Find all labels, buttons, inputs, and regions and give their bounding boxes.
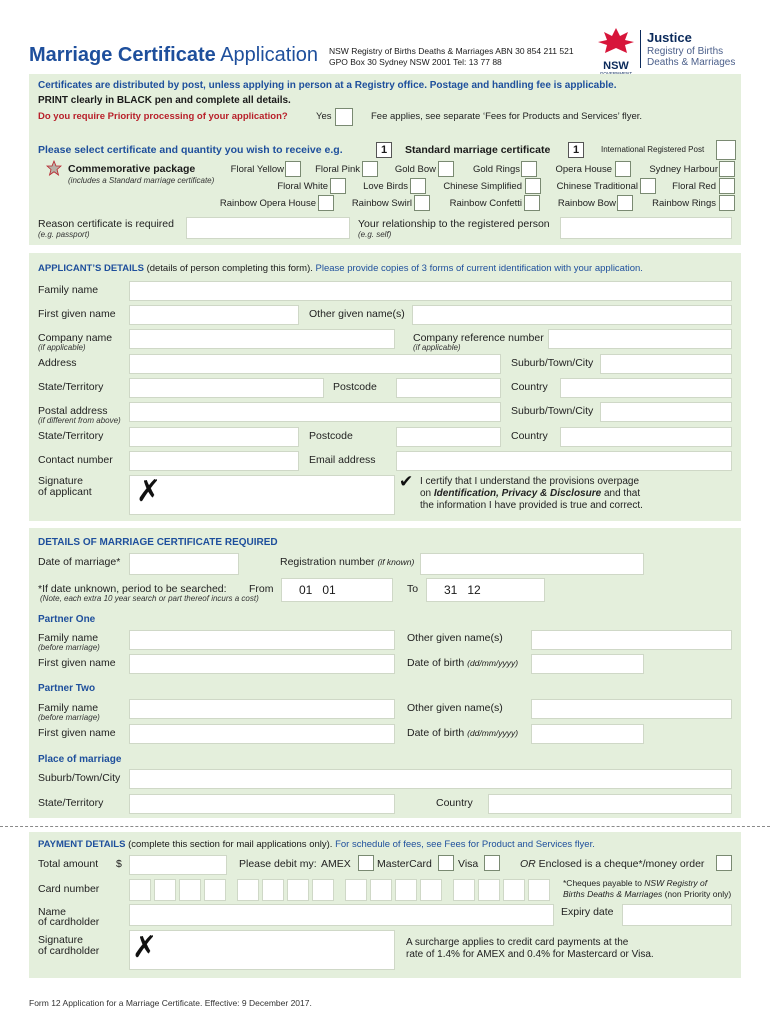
partner-one-family-input[interactable] xyxy=(129,630,395,650)
surcharge-line2: rate of 1.4% for AMEX and 0.4% for Mastercard or Visa. xyxy=(406,949,654,960)
card-digit-box[interactable] xyxy=(370,879,392,901)
state-input[interactable] xyxy=(129,378,324,398)
certify-line2-em: Identification, Privacy & Disclosure xyxy=(433,488,602,499)
search-from-value: 01 01 xyxy=(299,583,336,597)
applicant-signature-label: Signature xyxy=(38,475,83,487)
place-suburb-label: Suburb/Town/City xyxy=(38,772,121,784)
intro-line1: Certificates are distributed by post, unless applying in person at a Registry office. Postage and handling fee is applicable. xyxy=(38,80,617,91)
search-to-value: 31 12 xyxy=(444,583,481,597)
card-number-label: Card number xyxy=(38,883,100,895)
visa-checkbox[interactable] xyxy=(484,855,500,871)
partner-two-dob-sub: (dd/mm/yyyy) xyxy=(467,728,519,738)
priority-yes-checkbox[interactable] xyxy=(335,108,353,126)
reason-label: Reason certificate is required xyxy=(38,218,174,230)
amex-label: AMEX xyxy=(321,858,351,870)
package-label: Opera House xyxy=(555,164,612,175)
cut-line xyxy=(0,826,770,827)
card-digit-box[interactable] xyxy=(204,879,226,901)
priority-question: Do you require Priority processing of your application? xyxy=(38,111,288,122)
package-checkbox[interactable] xyxy=(719,195,735,211)
card-digit-box[interactable] xyxy=(478,879,500,901)
card-digit-box[interactable] xyxy=(262,879,284,901)
partner-one-family-sub: (before marriage) xyxy=(38,643,100,652)
company-name-label: Company name xyxy=(38,332,113,344)
place-suburb-input[interactable] xyxy=(129,769,732,789)
applicant-other-given-label: Other given name(s) xyxy=(309,308,405,320)
package-label: Floral Red xyxy=(672,181,716,192)
package-label: Gold Rings xyxy=(473,164,520,175)
cardholder-signature-label2: of cardholder xyxy=(38,945,100,957)
mastercard-label: MasterCard xyxy=(377,858,432,870)
email-label: Email address xyxy=(309,454,376,466)
standard-certificate-quantity[interactable]: 1 xyxy=(568,142,584,158)
package-label: Rainbow Swirl xyxy=(351,198,412,209)
payment-heading-title: PAYMENT DETAILS xyxy=(38,839,126,850)
standard-certificate-label: Standard marriage certificate xyxy=(405,144,551,156)
partner-one-dob-text: Date of birth xyxy=(407,657,465,669)
payment-heading-blue: For schedule of fees, see Fees for Product and Services flyer. xyxy=(335,839,595,850)
place-country-label: Country xyxy=(436,797,473,809)
partner-two-first-label: First given name xyxy=(38,727,116,739)
partner-one-other-label: Other given name(s) xyxy=(407,632,503,644)
visa-label: Visa xyxy=(458,858,479,870)
postal-country-input[interactable] xyxy=(560,427,732,447)
dollar-sign: $ xyxy=(116,858,122,870)
cheque-note-em2: Births Deaths & Marriages xyxy=(563,889,663,899)
postal-address-input[interactable] xyxy=(129,402,501,422)
partner-one-dob-input[interactable] xyxy=(531,654,644,674)
commemorative-label: Commemorative package xyxy=(68,163,196,175)
package-label: Rainbow Rings xyxy=(652,198,716,209)
card-digit-box[interactable] xyxy=(420,879,442,901)
package-label: Floral Pink xyxy=(315,164,360,175)
registry-name-line1: Registry of Births xyxy=(647,46,724,57)
postal-country-label: Country xyxy=(511,430,548,442)
waratah-icon xyxy=(596,26,636,56)
card-digit-box[interactable] xyxy=(237,879,259,901)
email-input[interactable] xyxy=(396,451,732,471)
cardholder-signature-label: Signature xyxy=(38,934,83,946)
example-quantity-box: 1 xyxy=(376,142,392,158)
partner-two-heading: Partner Two xyxy=(38,683,96,694)
package-label: Sydney Harbour xyxy=(649,164,718,175)
search-from-input[interactable] xyxy=(281,578,393,602)
cardholder-name-input[interactable] xyxy=(129,904,554,926)
certify-line3: the information I have provided is true and correct. xyxy=(420,500,643,511)
search-from-label: From xyxy=(249,583,274,595)
partner-one-first-input[interactable] xyxy=(129,654,395,674)
registration-number-label xyxy=(280,556,414,568)
registry-name-line2: Deaths & Marriages xyxy=(647,57,736,68)
cert-select-label: Please select certificate and quantity you wish to receive e.g. xyxy=(38,144,343,156)
cheque-checkbox[interactable] xyxy=(716,855,732,871)
package-checkbox[interactable] xyxy=(719,161,735,177)
fee-note: Fee applies, see separate ‘Fees for Products and Services’ flyer. xyxy=(371,111,643,122)
package-label: Rainbow Confetti xyxy=(449,198,522,209)
relationship-input[interactable] xyxy=(560,217,732,239)
surcharge-line1: A surcharge applies to credit card payments at the xyxy=(406,937,629,948)
place-country-input[interactable] xyxy=(488,794,732,814)
cheque-text: Enclosed is a cheque*/money order xyxy=(535,858,705,870)
package-label: Floral Yellow xyxy=(230,164,284,175)
nsw-logo xyxy=(596,26,636,72)
registration-number-input[interactable] xyxy=(420,553,644,575)
partner-two-dob-label xyxy=(407,727,518,739)
applicant-first-given-input[interactable] xyxy=(129,305,299,325)
partner-one-heading: Partner One xyxy=(38,614,96,625)
certify-line1: I certify that I understand the provisions overpage xyxy=(420,476,640,487)
package-label: Floral White xyxy=(277,181,328,192)
certify-line2 xyxy=(420,488,640,499)
nsw-logo-text: NSW xyxy=(603,60,629,72)
address-label: Address xyxy=(38,357,77,369)
partner-one-dob-label xyxy=(407,657,518,669)
form-title-bold: Marriage Certificate xyxy=(29,44,216,66)
partner-two-family-label: Family name xyxy=(38,702,99,714)
company-name-sub: (if applicable) xyxy=(38,343,86,352)
date-of-marriage-label: Date of marriage* xyxy=(38,556,121,568)
priority-yes-label: Yes xyxy=(316,111,332,122)
registration-number-text: Registration number xyxy=(280,556,375,568)
expiry-label: Expiry date xyxy=(561,906,614,918)
partner-two-dob-input[interactable] xyxy=(531,724,644,744)
relationship-sub: (e.g. self) xyxy=(358,230,392,239)
intl-post-checkbox[interactable] xyxy=(716,140,736,160)
form-title xyxy=(29,44,318,67)
cheque-note-pre: *Cheques payable to xyxy=(563,878,645,888)
cheque-note-post: (non Priority only) xyxy=(662,889,732,899)
star-icon xyxy=(46,160,62,176)
postal-postcode-label: Postcode xyxy=(309,430,353,442)
card-digit-box[interactable] xyxy=(453,879,475,901)
applicant-other-given-input[interactable] xyxy=(412,305,732,325)
partner-one-family-label: Family name xyxy=(38,632,99,644)
address-input[interactable] xyxy=(129,354,501,374)
card-digit-box[interactable] xyxy=(179,879,201,901)
debit-label: Please debit my: xyxy=(239,858,317,870)
partner-two-other-label: Other given name(s) xyxy=(407,702,503,714)
package-label: Chinese Simplified xyxy=(443,181,522,192)
applicant-signature-label2: of applicant xyxy=(38,486,92,498)
cheque-note-line2 xyxy=(563,889,731,899)
card-digit-box[interactable] xyxy=(154,879,176,901)
reason-input[interactable] xyxy=(186,217,350,239)
applicant-signature-box[interactable] xyxy=(129,475,395,515)
applicant-heading-blue: Please provide copies of 3 forms of current identification with your application. xyxy=(315,263,643,274)
certify-line2-pre: on xyxy=(420,488,434,499)
postcode-label: Postcode xyxy=(333,381,377,393)
total-amount-input[interactable] xyxy=(129,855,227,875)
contact-number-input[interactable] xyxy=(129,451,299,471)
registry-address-line1: NSW Registry of Births Deaths & Marriages ABN 30 854 211 521 xyxy=(329,46,574,56)
company-ref-input[interactable] xyxy=(548,329,732,349)
reason-sub: (e.g. passport) xyxy=(38,230,90,239)
postal-state-input[interactable] xyxy=(129,427,299,447)
payment-heading-note: (complete this section for mail applications only). xyxy=(128,839,333,850)
postal-postcode-input[interactable] xyxy=(396,427,501,447)
company-ref-label: Company reference number xyxy=(413,332,544,344)
registration-number-sub: (if known) xyxy=(377,557,415,567)
partner-one-other-input[interactable] xyxy=(531,630,732,650)
country-input[interactable] xyxy=(560,378,732,398)
suburb-label: Suburb/Town/City xyxy=(511,357,594,369)
cardholder-name-label: Name xyxy=(38,906,67,918)
applicant-family-name-label: Family name xyxy=(38,284,99,296)
intro-line2: PRINT clearly in BLACK pen and complete all details. xyxy=(38,95,291,106)
cheque-note-em1: NSW Registry of xyxy=(644,878,708,888)
package-label: Chinese Traditional xyxy=(556,181,638,192)
package-label: Rainbow Opera House xyxy=(219,198,316,209)
card-digit-box[interactable] xyxy=(129,879,151,901)
intl-post-label: International Registered Post xyxy=(601,145,705,154)
partner-one-first-label: First given name xyxy=(38,657,116,669)
partner-two-other-input[interactable] xyxy=(531,699,732,719)
search-to-label: To xyxy=(407,583,419,595)
payment-heading xyxy=(38,839,595,850)
cheque-label xyxy=(520,858,704,870)
unknown-date-label: *If date unknown, period to be searched: xyxy=(38,583,227,595)
certify-tick-mark[interactable]: ✔ xyxy=(399,472,414,492)
package-label: Love Birds xyxy=(363,181,408,192)
form-footer: Form 12 Application for a Marriage Certificate. Effective: 9 December 2017. xyxy=(29,998,312,1008)
applicant-heading xyxy=(38,263,643,274)
applicant-heading-title: APPLICANT’S DETAILS xyxy=(38,263,144,274)
total-amount-label: Total amount xyxy=(38,858,99,870)
suburb-input[interactable] xyxy=(600,354,732,374)
registry-address-line2: GPO Box 30 Sydney NSW 2001 Tel: 13 77 88 xyxy=(329,57,502,67)
mastercard-checkbox[interactable] xyxy=(438,855,454,871)
relationship-label: Your relationship to the registered person xyxy=(358,218,550,230)
unknown-date-note: (Note, each extra 10 year search or part thereof incurs a cost) xyxy=(40,594,259,603)
card-digit-box[interactable] xyxy=(345,879,367,901)
company-name-input[interactable] xyxy=(129,329,395,349)
partner-two-dob-text: Date of birth xyxy=(407,727,465,739)
certify-line2-post: and that xyxy=(601,488,641,499)
package-checkbox[interactable] xyxy=(719,178,735,194)
package-label: Gold Bow xyxy=(394,164,436,175)
partner-two-family-input[interactable] xyxy=(129,699,395,719)
applicant-heading-note: (details of person completing this form). xyxy=(146,263,313,274)
cardholder-signature-cross: ✗ xyxy=(132,930,158,965)
partner-two-family-sub: (before marriage) xyxy=(38,713,100,722)
partner-one-dob-sub: (dd/mm/yyyy) xyxy=(467,658,519,668)
cheque-note-line1 xyxy=(563,878,707,888)
cardholder-signature-box[interactable] xyxy=(129,930,395,970)
postal-suburb-label: Suburb/Town/City xyxy=(511,405,594,417)
expiry-input[interactable] xyxy=(622,904,732,926)
country-label: Country xyxy=(511,381,548,393)
card-digit-box[interactable] xyxy=(312,879,334,901)
card-digit-box[interactable] xyxy=(528,879,550,901)
signature-cross-mark: ✗ xyxy=(136,474,162,509)
postal-address-sub: (if different from above) xyxy=(38,416,121,425)
applicant-family-name-input[interactable] xyxy=(129,281,732,301)
form-title-light: Application xyxy=(220,44,319,66)
card-digit-box[interactable] xyxy=(503,879,525,901)
package-label: Rainbow Bow xyxy=(557,198,616,209)
postcode-input[interactable] xyxy=(396,378,501,398)
partner-two-first-input[interactable] xyxy=(129,724,395,744)
state-label: State/Territory xyxy=(38,381,104,393)
justice-title: Justice xyxy=(647,30,692,45)
logo-divider xyxy=(640,30,641,68)
card-digit-box[interactable] xyxy=(287,879,309,901)
applicant-first-given-label: First given name xyxy=(38,308,116,320)
cardholder-name-label2: of cardholder xyxy=(38,916,100,928)
postal-state-label: State/Territory xyxy=(38,430,104,442)
place-state-input[interactable] xyxy=(129,794,395,814)
marriage-heading: DETAILS OF MARRIAGE CERTIFICATE REQUIRED xyxy=(38,537,278,548)
cheque-or: OR xyxy=(520,858,536,870)
contact-number-label: Contact number xyxy=(38,454,113,466)
place-heading: Place of marriage xyxy=(38,754,122,765)
date-of-marriage-input[interactable] xyxy=(129,553,239,575)
company-ref-sub: (if applicable) xyxy=(413,343,461,352)
place-state-label: State/Territory xyxy=(38,797,104,809)
amex-checkbox[interactable] xyxy=(358,855,374,871)
commemorative-sub: (includes a Standard marriage certificate) xyxy=(68,176,215,185)
postal-address-label: Postal address xyxy=(38,405,108,417)
postal-suburb-input[interactable] xyxy=(600,402,732,422)
card-digit-box[interactable] xyxy=(395,879,417,901)
